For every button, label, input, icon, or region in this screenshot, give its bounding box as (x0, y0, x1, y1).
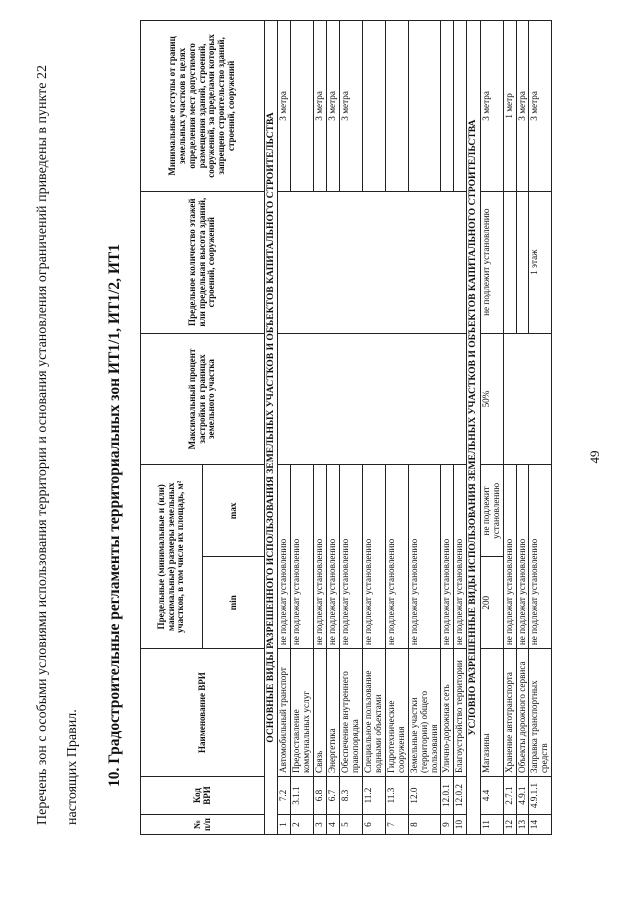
cell-code: 3.1.1 (291, 777, 314, 815)
cell-setback (408, 21, 441, 192)
cell-size: не подлежат установлению (408, 465, 441, 649)
group-main-row (265, 21, 278, 835)
cell-setback: 3 метра (340, 21, 363, 192)
cell-build-percent: 50% (480, 333, 503, 465)
cell-num: 7 (385, 815, 408, 835)
table-row (503, 21, 516, 835)
cell-name: Энергетика (327, 649, 340, 777)
cell-num: 9 (441, 815, 454, 835)
cell-code: 4.9.1.1 (529, 777, 552, 815)
cell-setback (362, 21, 385, 192)
cell-build-percent (278, 333, 467, 465)
cell-floors: не подлежит установлению (480, 191, 503, 333)
cell-setback: 3 метра (529, 21, 552, 192)
cell-num: 12 (503, 815, 516, 835)
cell-name: Благоустройство территории (454, 649, 467, 777)
cell-setback (291, 21, 314, 192)
header-code: Код ВРИ (141, 777, 265, 815)
cell-num: 6 (362, 815, 385, 835)
cell-name: Улично-дорожная сеть (441, 649, 454, 777)
group-main-label: ОСНОВНЫЕ ВИДЫ РАЗРЕШЕННОГО ИСПОЛЬЗОВАНИЯ ЗЕМЕЛЬНЫХ УЧАСТКОВ И ОБЪЕКТОВ КАПИТАЛЬНОГО СТРОИТЕЛЬСТВА (265, 21, 278, 835)
cell-name: Связь (314, 649, 327, 777)
cell-size: не подлежат установлению (362, 465, 385, 649)
cell-code: 4.9.1 (516, 777, 529, 815)
cell-code: 11.3 (385, 777, 408, 815)
table-row (278, 21, 291, 835)
cell-code: 12.0.2 (454, 777, 467, 815)
cell-floors (278, 191, 467, 333)
cell-num: 1 (278, 815, 291, 835)
cell-name: Обеспечение внутреннего правопорядка (340, 649, 363, 777)
cell-size: не подлежат установлению (529, 465, 552, 649)
cell-setback (385, 21, 408, 192)
cell-name: Магазины (480, 649, 503, 777)
cell-size: не подлежат установлению (503, 465, 516, 649)
header-floors: Предельное количество этажей или предельная высота зданий, строений, сооружений (141, 191, 265, 333)
cell-setback: 3 метра (327, 21, 340, 192)
cell-code: 6.7 (327, 777, 340, 815)
cell-num: 11 (480, 815, 503, 835)
cell-name: Гидротехнические сооружения (385, 649, 408, 777)
header-max: max (203, 465, 265, 557)
header-build-percent: Максимальный процент застройки в границах земельного участка (141, 333, 265, 465)
cell-setback: 3 метра (314, 21, 327, 192)
cell-num: 13 (516, 815, 529, 835)
group-conditional-label: УСЛОВНО РАЗРЕШЕННЫЕ ВИДЫ ИСПОЛЬЗОВАНИЯ ЗЕМЕЛЬНЫХ УЧАСТКОВ И ОБЪЕКТОВ КАПИТАЛЬНОГО СТРОИТЕЛЬСТВА (467, 21, 480, 835)
cell-num: 10 (454, 815, 467, 835)
cell-name: Объекты дорожного сервиса (516, 649, 529, 777)
cell-setback: 3 метра (278, 21, 291, 192)
cell-name: Хранение автотранспорта (503, 649, 516, 777)
cell-size: не подлежат установлению (340, 465, 363, 649)
cell-build-percent (503, 333, 552, 465)
cell-name: Предоставление коммунальных услуг (291, 649, 314, 777)
cell-setback: 3 метра (516, 21, 529, 192)
cell-num: 4 (327, 815, 340, 835)
cell-name: Земельные участки (территории) общего пользования (408, 649, 441, 777)
cell-setback (441, 21, 454, 192)
cell-setback: 3 метра (480, 21, 503, 192)
cell-num: 5 (340, 815, 363, 835)
cell-setback: 1 метр (503, 21, 516, 192)
cell-max: не подлежит установлению (480, 465, 503, 557)
cell-code: 6.8 (314, 777, 327, 815)
section-title: 10. Градостроительные регламенты территориальных зон ИТ1/1, ИТ1/2, ИТ1 (106, 244, 123, 787)
intro-paragraph (28, 65, 88, 825)
cell-size: не подлежат установлению (314, 465, 327, 649)
cell-floors (516, 191, 529, 333)
table-row (480, 21, 503, 835)
regulations-table (140, 20, 552, 835)
cell-floors: 1 этаж (529, 191, 552, 333)
cell-size: не подлежат установлению (441, 465, 454, 649)
cell-size: не подлежат установлению (454, 465, 467, 649)
cell-size: не подлежат установлению (291, 465, 314, 649)
cell-min: 200 (480, 557, 503, 649)
cell-code: 4.4 (480, 777, 503, 815)
header-size-group: Предельные (минимальные и (или) максимальные) размеры земельных участков, в том числе их площадь, м² (141, 465, 203, 649)
cell-size: не подлежат установлению (278, 465, 291, 649)
cell-size: не подлежат установлению (327, 465, 340, 649)
cell-code: 2.7.1 (503, 777, 516, 815)
cell-name: Заправка транспортных средств (529, 649, 552, 777)
intro-text: Перечень зон с особыми условиями использования территории и основания установления ограничений приведены в пункте 22 настоящих Правил. (35, 65, 80, 825)
cell-setback (454, 21, 467, 192)
cell-code: 12.0.1 (441, 777, 454, 815)
cell-size: не подлежат установлению (516, 465, 529, 649)
cell-floors (503, 191, 516, 333)
cell-code: 12.0 (408, 777, 441, 815)
cell-num: 2 (291, 815, 314, 835)
cell-code: 8.3 (340, 777, 363, 815)
header-setback: Минимальные отступы от границ земельных участков в целях определения мест допустимого размещения зданий, строений, сооружений, за пределами которых запрещено строительство зданий, строений, сооружений (141, 21, 265, 192)
header-min: min (203, 557, 265, 649)
cell-code: 11.2 (362, 777, 385, 815)
cell-name: Автомобильный транспорт (278, 649, 291, 777)
header-name: Наименование ВРИ (141, 649, 265, 777)
cell-num: 14 (529, 815, 552, 835)
cell-code: 7.2 (278, 777, 291, 815)
cell-size: не подлежат установлению (385, 465, 408, 649)
header-num: № п/п (141, 815, 265, 835)
cell-name: Специальное пользование водными объектами (362, 649, 385, 777)
cell-num: 3 (314, 815, 327, 835)
group-conditional-row (467, 21, 480, 835)
page-number: 49 (587, 450, 602, 464)
cell-num: 8 (408, 815, 441, 835)
